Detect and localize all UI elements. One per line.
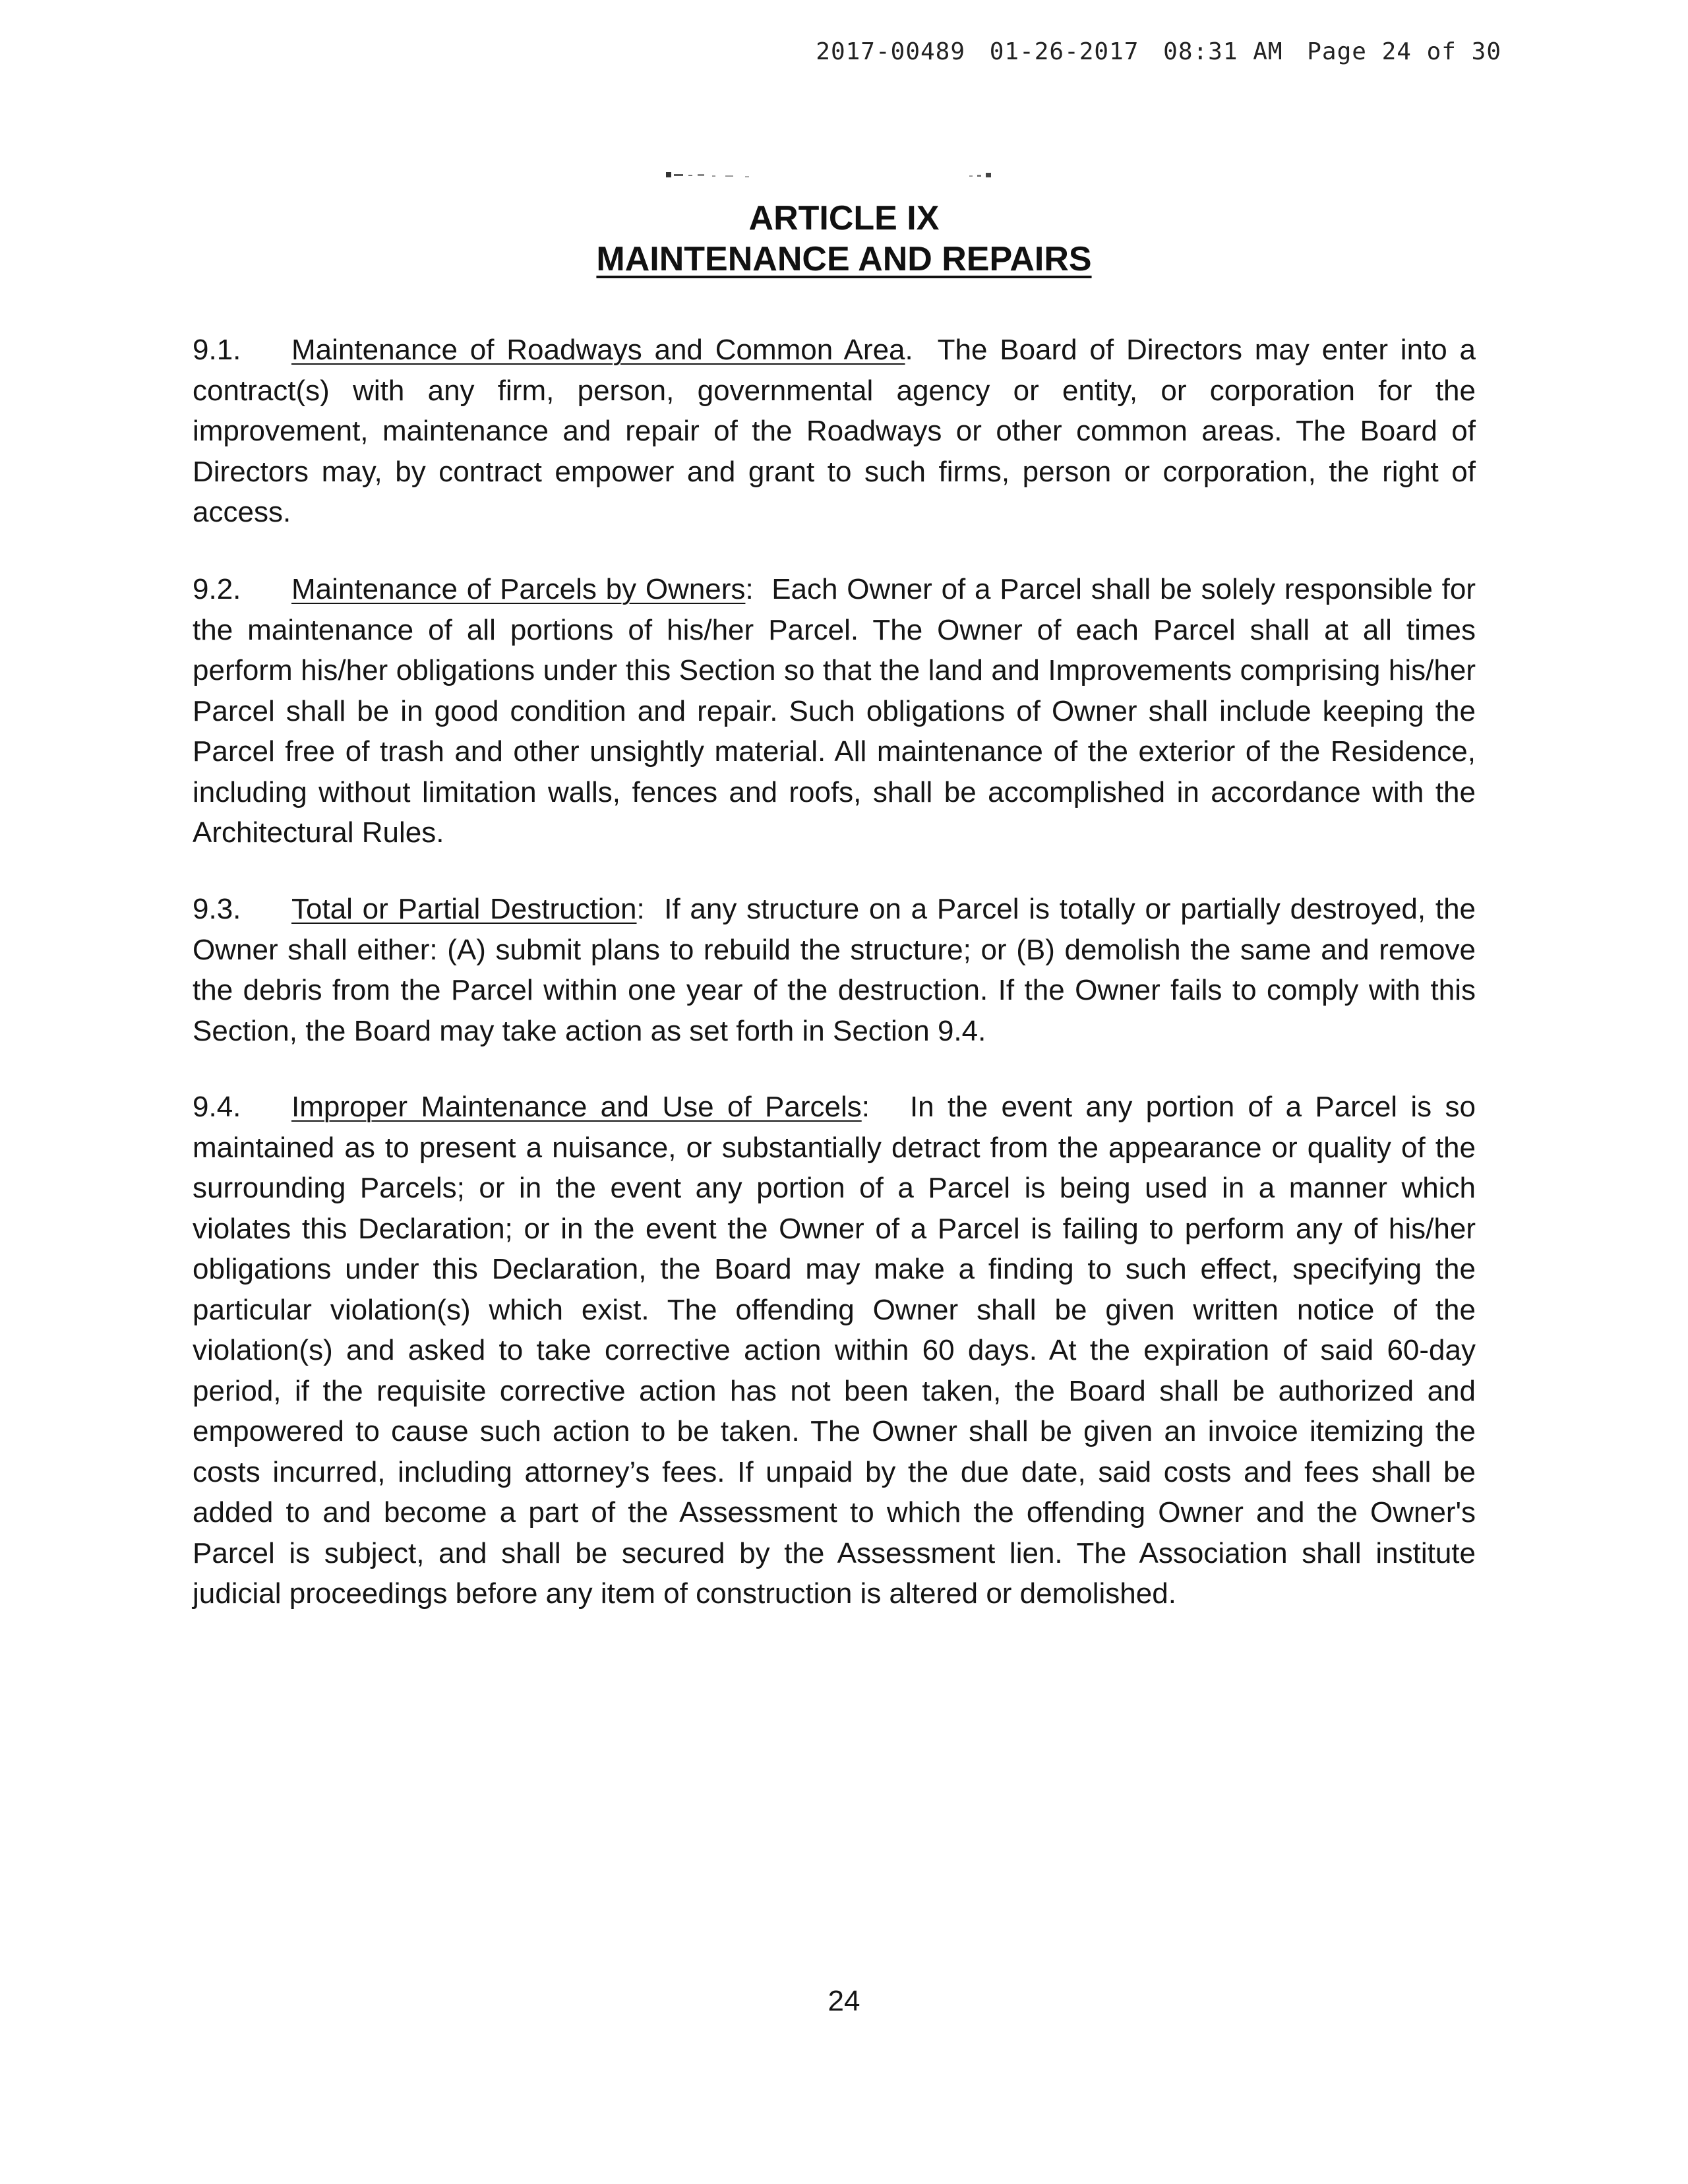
fax-time: 08:31 AM <box>1163 38 1283 65</box>
section-9-2 <box>193 569 1476 853</box>
scan-artifact-marks <box>659 168 1015 181</box>
section-number: 9.4. <box>193 1091 241 1123</box>
section-heading: Improper Maintenance and Use of Parcels <box>291 1091 862 1123</box>
fax-header <box>816 38 1501 65</box>
article-number: ARTICLE IX <box>748 199 940 237</box>
section-heading-suffix: : <box>861 1091 870 1123</box>
article-title: MAINTENANCE AND REPAIRS <box>596 240 1092 278</box>
page-number: 24 <box>828 1985 860 2017</box>
section-9-3 <box>193 889 1476 1051</box>
section-heading: Maintenance of Parcels by Owners <box>291 573 746 605</box>
section-number: 9.3. <box>193 893 241 925</box>
section-text: Each Owner of a Parcel shall be solely responsible for the maintenance of all portions of his/her Parcel. The Owner of each Parcel shall at all times perform his/her obligations under this Section so that the land and Improvements comprising his/her Parcel shall be in good condition and repair. Such obligations of Owner shall include keeping the Parcel free of trash and other unsightly material. All maintenance of the exterior of the Residence, including without limitation walls, fences and roofs, shall be accomplished in accordance with the Architectural Rules. <box>193 573 1476 849</box>
section-9-1 <box>193 330 1476 533</box>
section-9-4 <box>193 1087 1476 1614</box>
section-heading: Maintenance of Roadways and Common Area <box>291 334 905 366</box>
section-heading-suffix: : <box>745 573 754 605</box>
section-text: If any structure on a Parcel is totally or partially destroyed, the Owner shall either: (A) submit plans to rebuild the structure; or (B) demolish the same and remove the debris from the Parcel within one year of the destruction. If the Owner fails to comply with this Section, the Board may take action as set forth in Section 9.4. <box>193 893 1476 1047</box>
section-heading-suffix: . <box>905 334 913 366</box>
section-text: In the event any portion of a Parcel is so maintained as to present a nuisance, or substantially detract from the appearance or quality of the surrounding Parcels; or in the event any portion of a Parcel is being used in a manner which violates this Declaration; or in the event the Owner of a Parcel is failing to perform any of his/her obligations under this Declaration, the Board may make a finding to such effect, specifying the particular violation(s) which exist. The offending Owner shall be given written notice of the violation(s) and asked to take corrective action within 60 days. At the expiration of said 60-day period, if the requisite corrective action has not been taken, the Board shall be authorized and empowered to cause such action to be taken. The Owner shall be given an invoice itemizing the costs incurred, including attorney’s fees. If unpaid by the due date, said costs and fees shall be added to and become a part of the Assessment to which the offending Owner and the Owner's Parcel is subject, and shall be secured by the Assessment lien. The Association shall institute judicial proceedings before any item of construction is altered or demolished. <box>193 1091 1476 1610</box>
fax-date: 01-26-2017 <box>989 38 1139 65</box>
section-number: 9.1. <box>193 334 241 366</box>
fax-page-label: Page 24 of 30 <box>1307 38 1501 65</box>
section-number: 9.2. <box>193 573 241 605</box>
section-text: The Board of Directors may enter into a contract(s) with any firm, person, governmental agency or entity, or corporation for the improvement, maintenance and repair of the Roadways or other common areas. The Board of Directors may, by contract empower and grant to such firms, person or corporation, the right of access. <box>193 334 1476 528</box>
section-heading-suffix: : <box>636 893 645 925</box>
article-heading <box>0 198 1688 280</box>
section-heading: Total or Partial Destruction <box>291 893 637 925</box>
fax-doc-number: 2017-00489 <box>816 38 966 65</box>
